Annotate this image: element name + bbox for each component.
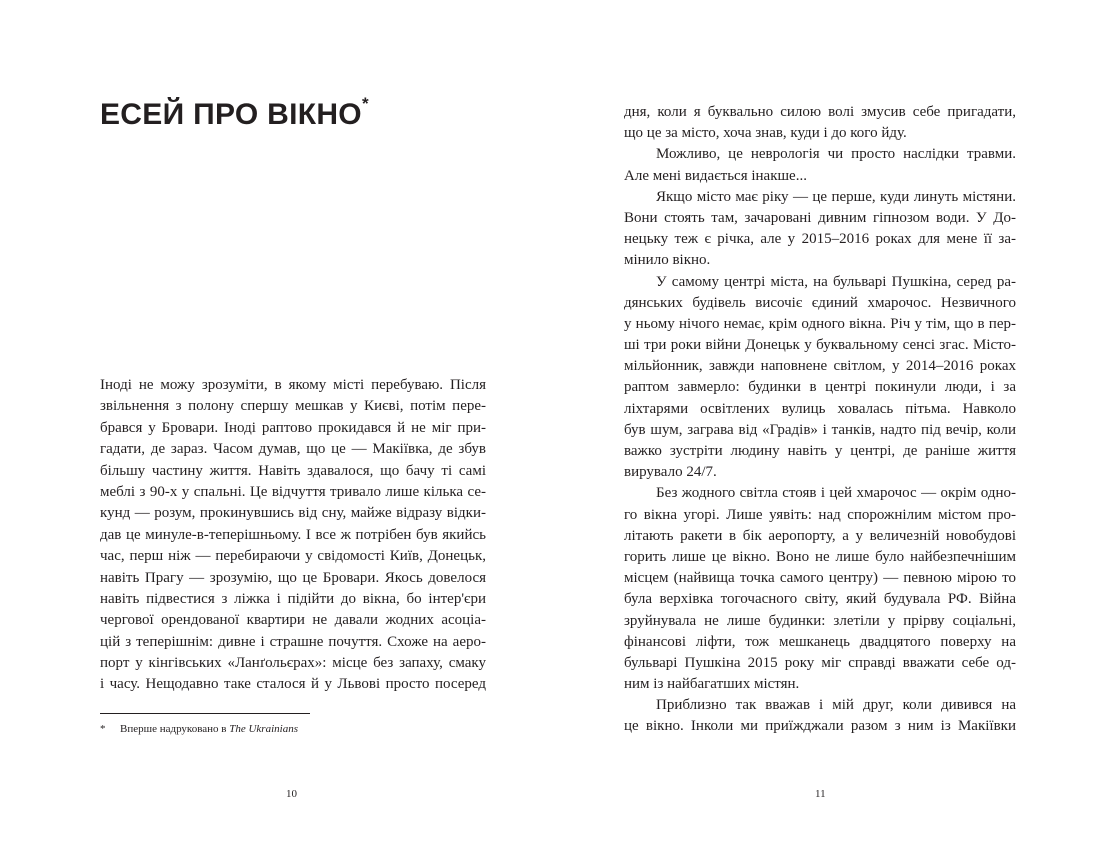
text-line: місцем (найвища точка самого центру) — певною мірою то	[624, 570, 1016, 587]
footnote-reference-mark: *	[361, 94, 369, 113]
text-line: У самому центрі міста, на бульварі Пушкіна, серед ра-	[656, 273, 1016, 290]
text-line: горить лише це вікно. Воно не лише було найбезпечнішим	[624, 548, 1016, 565]
text-line: мінило вікно.	[624, 252, 711, 269]
essay-title-text: ЕСЕЙ ПРО ВІКНО	[100, 98, 362, 131]
footnote	[100, 722, 298, 736]
text-line: була верхівка тогочасного світу, який будувала РФ. Війна	[624, 591, 1016, 608]
text-line: це вікно. Інколи ми приїжджали разом з ним із Макіївки	[624, 718, 1016, 735]
footnote-text: Вперше надруковано в	[120, 723, 230, 735]
text-line: дня, коли я буквально силою волі змусив себе пригадати,	[624, 104, 1016, 120]
text-line: навіть Прагу — зрозумію, що це Бровари. Якось довелося	[100, 569, 486, 586]
text-line: більшу частину життя. Навіть здавалося, що бачу ті самі	[100, 462, 486, 479]
text-line: нецьку теж є річка, але у 2015–2016 роках для мене її за-	[624, 231, 1016, 248]
footnote-divider	[100, 713, 310, 714]
page-number-left: 10	[286, 788, 297, 800]
text-line: го вікна угорі. Лише уявіть: над спорожнілим містом про-	[624, 506, 1016, 523]
text-line: важко зустріти людину навіть у центрі, де раніше життя	[624, 443, 1016, 459]
text-line: і часу. Нещодавно таке сталося й у Львові просто посеред	[100, 676, 486, 693]
text-line: бульварі Пушкіна 2015 року міг справді вважати себе од-	[624, 654, 1016, 671]
footnote-source: The Ukrainians	[229, 723, 298, 735]
text-line: брався у Бровари. Іноді раптово прокидався й не міг при-	[100, 419, 486, 436]
left-page	[0, 0, 540, 864]
essay-title	[100, 94, 369, 132]
text-line: Іноді не можу зрозуміти, в якому місті перебуваю. Після	[100, 377, 486, 393]
text-line: Приблизно так вважав і мій друг, коли дивився на	[656, 697, 1016, 714]
text-line: цій з теперішнім: дивне і страшне почуття. Схоже на аеро-	[100, 633, 486, 650]
text-line: Можливо, це неврологія чи просто наслідки травми.	[656, 146, 1016, 163]
text-line: навіть підвестися з ліжка і підійти до вікна, бо інтер'єри	[100, 590, 486, 607]
text-line: що це за місто, хоча знав, куди і до кого йду.	[624, 125, 907, 142]
left-body-text	[100, 375, 486, 696]
text-line: Якщо місто має ріку — це перше, куди линуть містяни.	[656, 188, 1016, 205]
text-line: був шум, заграва від «Градів» і танків, надто під вечір, коли	[624, 421, 1016, 438]
footnote-mark: *	[100, 723, 106, 735]
text-line: дянських будівель височіє єдиний хмарочос. Незвичного	[624, 294, 1016, 311]
text-line: літають ракети в бік аеропорту, а у величезній новобудові	[624, 527, 1016, 544]
text-line: звільнення з полону спершу мешкав у Києві, потім пере-	[100, 398, 486, 415]
text-line: час, перш ніж — перебираючи у свідомості Київ, Донецьк,	[100, 548, 486, 565]
right-body-text	[624, 102, 1016, 738]
text-line: мільйонник, завжди наповнене світлом, у 2014–2016 роках	[624, 358, 1016, 375]
text-line: раптом завмерло: будинки в центрі покинули люди, і за	[624, 379, 1016, 396]
text-line: кунд — розум, прокинувшись від сну, майже відразу відки-	[100, 505, 486, 522]
text-line: Вони стоять там, зачаровані дивним гіпнозом води. У До-	[624, 209, 1016, 226]
right-page	[566, 0, 1105, 864]
text-line: порт у кінгівських «Ланґольєрах»: місце без запаху, смаку	[100, 655, 486, 672]
text-line: меблі з 90-х у спальні. Це відчуття тривало лише кілька се-	[100, 483, 486, 500]
text-line: вирувало 24/7.	[624, 464, 717, 481]
text-line: Без жодного світла стояв і цей хмарочос — окрім одно-	[656, 485, 1016, 502]
text-line: ним із найбагатших містян.	[624, 676, 800, 693]
page-number-right: 11	[815, 788, 826, 800]
text-line: дав це минуле-в-теперішньому. І все ж потрібен був якийсь	[100, 526, 486, 543]
text-line: чергової орендованої квартири не давали жодних асоціа-	[100, 612, 486, 629]
text-line: фінансові ліфти, тож мешканець двадцятого поверху на	[624, 633, 1016, 650]
text-line: у ньому нічого немає, крім одного вікна. Річ у тім, що в пер-	[624, 315, 1016, 332]
text-line: ліхтарями освітлених вулиць ховалась пітьма. Навколо	[624, 400, 1016, 417]
text-line: зруйнувала не лише будинки: злетіли у прірву соціальні,	[624, 612, 1016, 629]
text-line: Але мені видається інакше...	[624, 167, 807, 184]
text-line: гадати, де зараз. Часом думав, що це — Макіївка, де збув	[100, 441, 486, 458]
text-line: ші три роки війни Донецьк у буквальному сенсі згас. Місто-	[624, 337, 1016, 354]
